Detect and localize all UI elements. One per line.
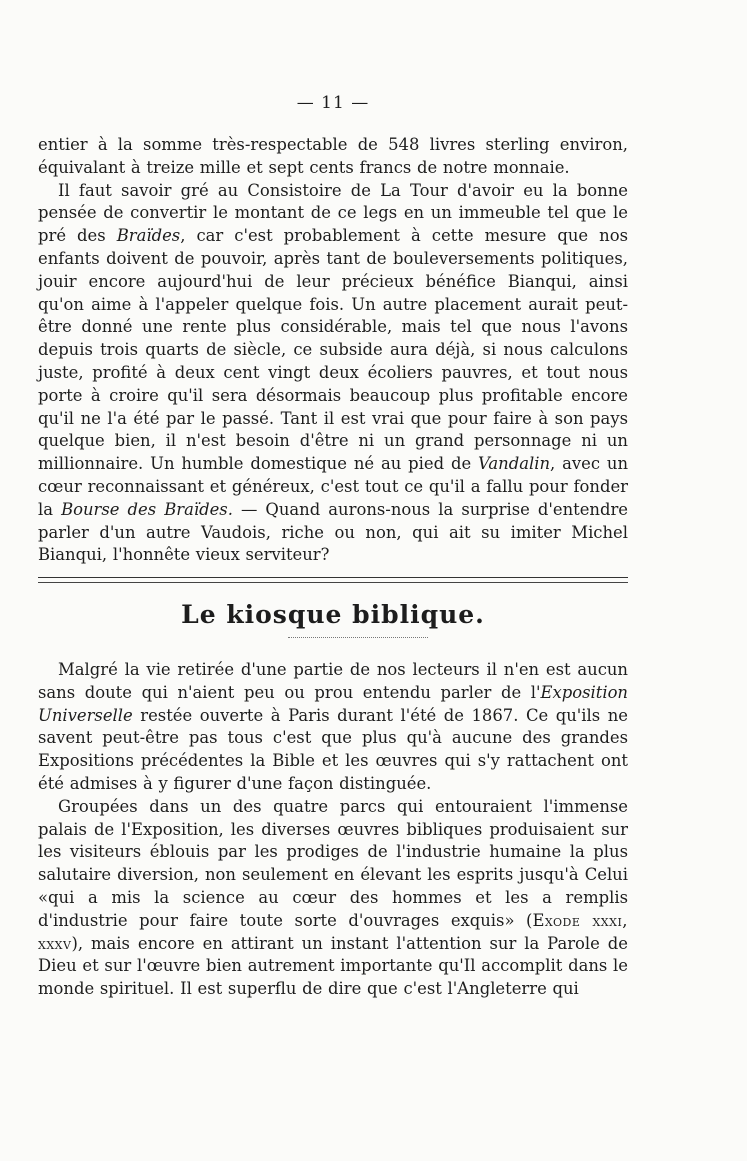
section-heading: Le kiosque biblique. bbox=[181, 600, 485, 629]
section-kiosque bbox=[38, 659, 628, 1001]
section-divider-thin bbox=[38, 582, 628, 583]
paragraph-2: Il faut savoir gré au Consistoire de La Tour d'avoir eu la bonne pensée de convertir le montant de ce legs en un immeuble tel que le pré des Braïdes, car c'est probablement à cette mesure que nos enfants doivent de pouvoir, après tant de bouleversements politiques, jouir encore aujourd'hui de leur précieux bénéfice Bianqui, ainsi qu'on aime à l'appeler quelque fois. Un autre placement aurait peut-être donné une rente plus considérable, mais tel que nous l'avons depuis trois quarts de siècle, ce subside aura déjà, si nous calculons juste, profité à deux cent vingt deux écoliers pauvres, et tout nous porte à croire qu'il sera désormais beaucoup plus profitable encore qu'il ne l'a été par le passé. Tant il est vrai que pour faire à son pays quelque bien, il n'est besoin d'être ni un grand personnage ni un millionnaire. Un humble domestique né au pied de Vandalin, avec un cœur reconnaissant et généreux, c'est tout ce qu'il a fallu pour fonder la Bourse des Braïdes. — Quand aurons-nous la surprise d'entendre parler d'un autre Vaudois, riche ou non, qui ait su imiter Michel Bianqui, l'honnête vieux serviteur? bbox=[38, 180, 629, 565]
heading-flourish bbox=[288, 637, 428, 638]
paragraph-1: entier à la somme très-respectable de 548 livres sterling environ, équivalant à treize mille et sept cents francs de notre monnaie. bbox=[38, 135, 628, 177]
section-divider-thick bbox=[38, 577, 628, 578]
page-number: — 11 — bbox=[296, 93, 370, 113]
section-bianqui bbox=[38, 134, 628, 567]
paragraph-3: Malgré la vie retirée d'une partie de nos lecteurs il n'en est aucun sans doute qui n'aient peu ou prou entendu parler de l'Exposition Universelle restée ouverte à Paris durant l'été de 1867. Ce qu'ils ne savent peut-être pas tous c'est que plus qu'à aucune des grandes Expositions précédentes la Bible et les œuvres qui s'y rattachent ont été admises à y figurer d'une façon distinguée. bbox=[38, 660, 628, 793]
paragraph-4: Groupées dans un des quatre parcs qui entouraient l'immense palais de l'Exposition, les diverses œuvres bibliques produisaient sur les visiteurs éblouis par les prodiges de l'industrie humaine la plus salutaire diversion, non seulement en élevant les esprits jusqu'à Celui «qui a mis la science au cœur des hommes et les a remplis d'industrie pour faire toute sorte d'ouvrages exquis» (Exode xxxi, xxxv), mais encore en attirant un instant l'attention sur la Parole de Dieu et sur l'œuvre bien autrement importante qu'Il accomplit dans le monde spirituel. Il est superflu de dire que c'est l'Angleterre qui bbox=[38, 796, 628, 999]
